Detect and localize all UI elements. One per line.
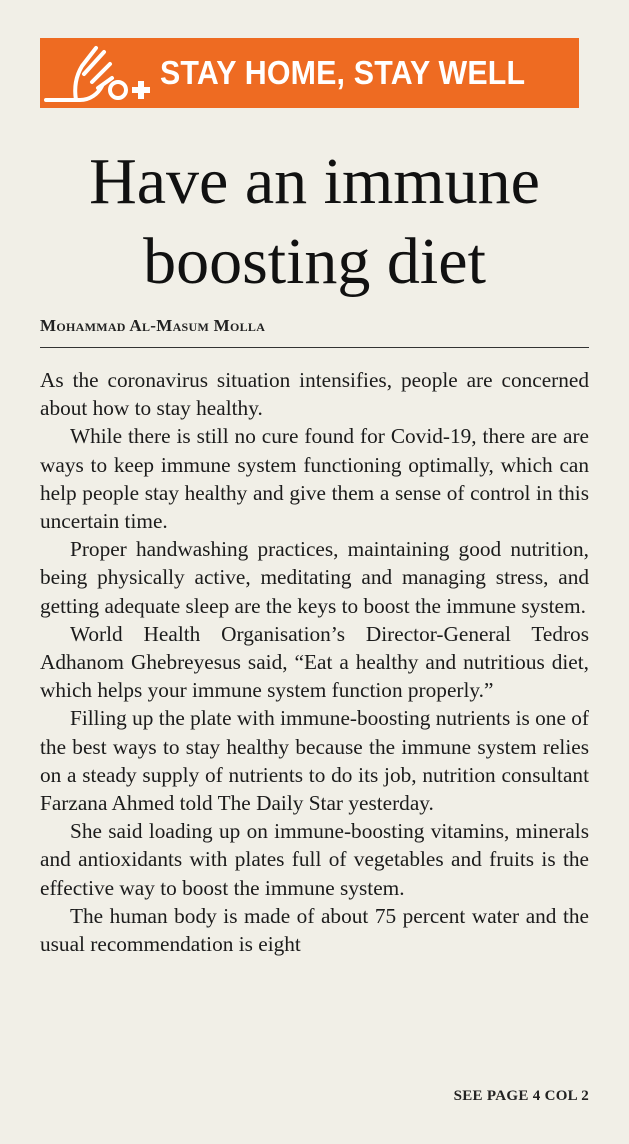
headline (20, 142, 609, 302)
article-paragraph: Filling up the plate with immune-boosting nutrients is one of the best ways to stay healthy because the immune system relies on a steady supply of nutrients to do its job, nutrition consultant Farzana Ahmed told The Daily Star yesterday. (40, 706, 589, 816)
byline-divider (40, 347, 589, 348)
article-paragraph: Proper handwashing practices, maintaining good nutrition, being physically active, meditating and managing stress, and getting adequate sleep are the keys to boost the immune system. (40, 537, 589, 618)
headline-line-2: boosting diet (143, 225, 486, 298)
byline: Mohammad Al-Masum Molla (40, 316, 266, 335)
article-paragraph: World Health Organisation’s Director-General Tedros Adhanom Ghebreyesus said, “Eat a healthy and nutritious diet, which helps your immune system function properly.” (40, 621, 589, 703)
article-body (40, 366, 589, 958)
article-paragraph: As the coronavirus situation intensifies, people are concerned about how to stay healthy. (40, 368, 589, 421)
section-banner-label: STAY HOME, STAY WELL (160, 54, 526, 91)
headline-line-1: Have an immune (89, 145, 540, 218)
article-paragraph: She said loading up on immune-boosting vitamins, minerals and antioxidants with plates full of vegetables and fruits is the effective way to boost the immune system. (40, 819, 589, 900)
article-paragraph: While there is still no cure found for Covid-19, there are are ways to keep immune system functioning optimally, which can help people stay healthy and give them a sense of control in this uncertain time. (40, 424, 589, 534)
article-paragraph: The human body is made of about 75 percent water and the usual recommendation is eight (40, 903, 589, 957)
continuation-note: SEE PAGE 4 COL 2 (453, 1088, 589, 1104)
section-banner (40, 38, 579, 108)
hand-plus-icon (40, 38, 158, 108)
